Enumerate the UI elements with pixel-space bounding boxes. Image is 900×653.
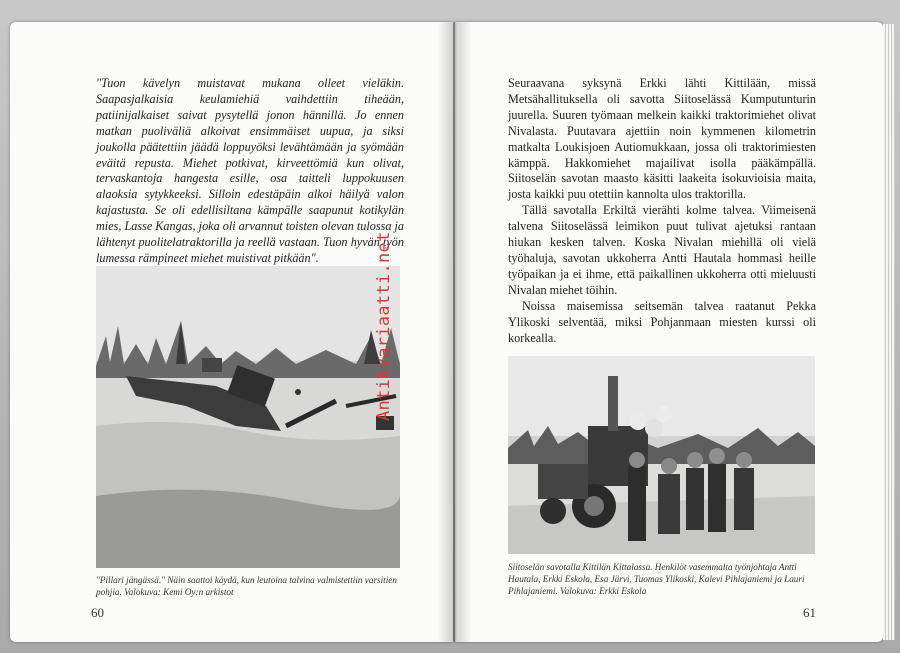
- antikvariaatti-watermark: Antikvariaatti.net: [374, 231, 394, 421]
- book-gutter: [438, 22, 472, 642]
- right-photo-caption: Siitoselän savotalla Kittilän Kittalassa. Henkilöt vasemmalta työnjohtaja Antti Hautala, Erkki Eskola, Esa Järvi, Tuomas Ylikoski, Kalevi Pihlajaniemi ja Lauri Pihlajaniemi. Valokuva: Erkki Eskola: [508, 562, 805, 596]
- page-number-right: 61: [803, 605, 816, 620]
- page-edges: [883, 24, 895, 640]
- right-page-text: [508, 76, 816, 346]
- tractor-photo-image: [96, 266, 400, 568]
- paragraph-1: Seuraavana syksynä Erkki lähti Kittilään, missä Metsähallituksella oli savotta Siitoselässä Kumputunturin juurella. Suuren työmaan melkein kaikki traktorimiehet olivat Nivalasta. Puutavara ajettiin noin kymmenen kilometrin matkalta Loukisjoen Autiomukkaan, jossa oli traktorimiesten kämppä. Hakkomiehet majailivat isolla pääkämpällä. Siitoselän savotan maasto käsitti laakeita isokuvioisia maita, josta kaikki puu otettiin kannolta ulos traktorilla.: [508, 76, 816, 202]
- paragraph-3: Noissa maisemissa seitsemän talvea raatanut Pekka Ylikoski selventää, miksi Pohjanmaan miesten kurssi oli korkealla.: [508, 298, 816, 345]
- paragraph-2: Tällä savotalla Erkiltä vierähti kolme talvea. Viimeisenä talvena Siitoselässä leimikon puut tulivat ajetuksi rantaan hiukan kesken talven. Koska Nivalan miehillä oli vielä työhaluja, savotan ukkoherra Antti Hautala hommasi heille työpaikan ja ei ihme, että paikallinen ukkoherra otti mieluusti Nivalan miehet töihin.: [508, 203, 816, 297]
- tractor-in-bog-photo: [96, 266, 400, 568]
- workers-photo-image: [508, 356, 815, 554]
- page-number-left: 60: [91, 605, 104, 620]
- workers-tractor-photo: [508, 356, 815, 554]
- left-photo-caption: "Pillari jängässä." Näin saattoi käydä, kun leutoina talvina valmistettiin varsitien pohjia. Valokuva: Kemi Oy:n arkistot: [96, 575, 397, 597]
- quote-paragraph: [96, 76, 404, 267]
- quote-text: "Tuon kävelyn muistavat mukana olleet vieläkin. Saapasjalkaisia keulamiehiä vaihdettiin tiheään, patiinijalkaiset saivat pysytellä jonon hännillä. Jo ennen matkan puoliväliä alkoivat ensimmäiset uupua, ja siksi joukolla päätettiin jäädä loppuyöksi levähtämään ja syömään eväitä repusta. Miehet potkivat, kirveettömiä kun olivat, tervaskantoja hangesta esille, osa taitteli luppokuusen alaoksia sytykkeeksi. Silloin edestäpäin alkoi häilyä valon kajastusta. Se oli edellisiltana kämpälle saapunut kotikylän mies, Lasse Kangas, joka oli arvannut toisten olevan tulossa ja lähtenyt puolitelatraktorilla ja reellä vastaan. Tuon hyvän työn lumessa rämpineet miehet muistivat pitkään".: [96, 76, 404, 265]
